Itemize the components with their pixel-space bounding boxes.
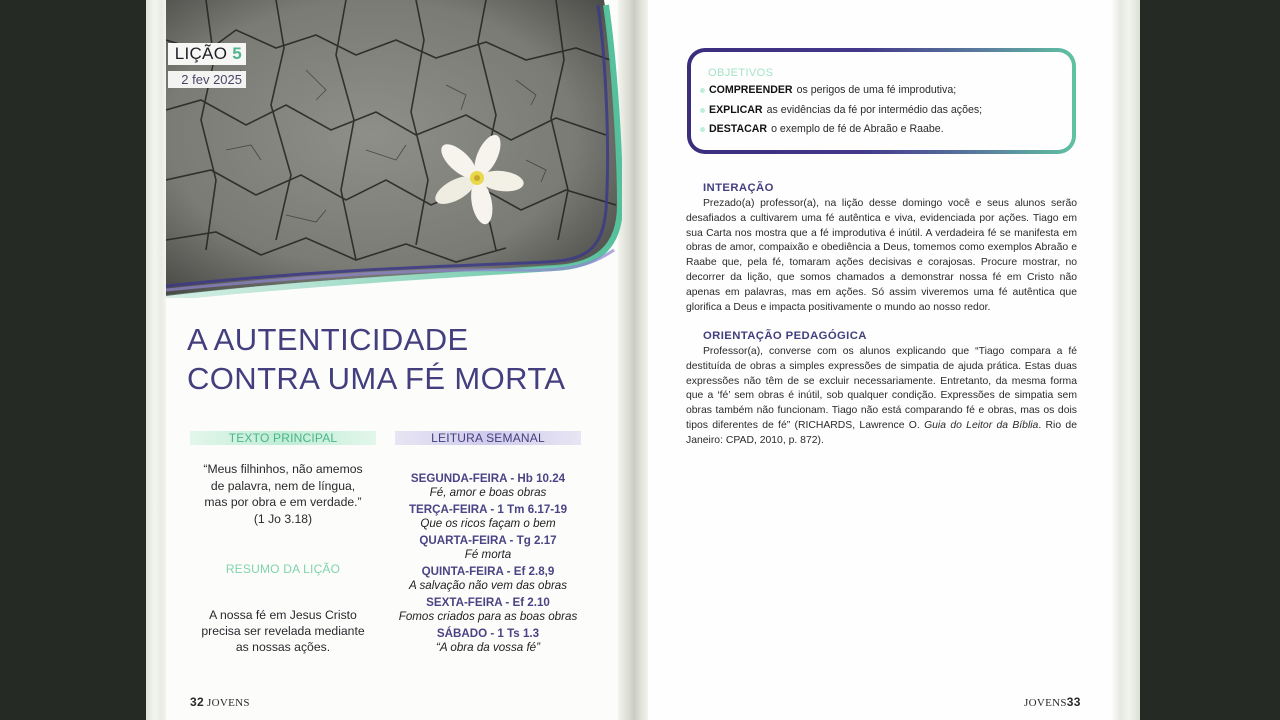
verse-reference: (1 Jo 3.18): [253, 511, 313, 526]
objective-item: [708, 101, 1072, 121]
objective-verb: COMPREENDER: [709, 84, 793, 96]
reading-theme: Fé, amor e boas obras: [429, 486, 547, 499]
reading-item: [392, 472, 584, 500]
summary-line: A nossa fé em Jesus Cristo: [209, 608, 357, 622]
texto-principal-label: TEXTO PRINCIPAL: [190, 431, 376, 445]
reading-day: QUARTA-FEIRA - Tg 2.17: [419, 534, 557, 547]
verse-line: mas por obra e em verdade.”: [204, 495, 362, 509]
lesson-number: 5: [232, 44, 242, 63]
page-number: 32: [190, 695, 204, 709]
objective-text: as evidências da fé por intermédio das ações;: [766, 103, 983, 116]
objective-item: [708, 120, 1072, 140]
reading-day: TERÇA-FEIRA - 1 Tm 6.17-19: [408, 503, 568, 516]
reading-theme: Fomos criados para as boas obras: [398, 610, 578, 623]
verse-line: “Meus filhinhos, não amemos: [203, 462, 363, 476]
orientacao-text-end: . Rio de Janeiro: CPAD, 2010, p. 872).: [686, 419, 1077, 446]
interacao-text: Prezado(a) professor(a), na lição desse domingo você e seus alunos serão desafiados a cultivarem uma fé autêntica e viva, evidenciada por ações. Tiago em sua Carta nos mostra que a fé improdutiva é inútil. A verdadeira fé se manifesta em obras de amor, compaixão e obediência a Deus, tomemos como exemplos Abraão e Raabe que, pela fé, tomaram ações decisivas e corajosas. Procure mostrar, no decorrer da lição, que somos chamados a demonstrar nossa fé em Cristo não apenas em palavras, mas em ações. Só assim viveremos uma fé autêntica que glorifica a Deus e impacta positivamente o mundo ao nosso redor.: [686, 198, 1077, 313]
reading-item: [392, 503, 584, 531]
reading-item: [392, 565, 584, 593]
objective-item: [708, 81, 1072, 101]
left-page-edges: [146, 0, 168, 720]
orientacao-text: [686, 345, 1077, 449]
magazine-name: JOVENS: [1024, 697, 1067, 709]
reading-day: SEXTA-FEIRA - Ef 2.10: [426, 596, 550, 609]
title-line-2: CONTRA UMA FÉ MORTA: [187, 361, 566, 396]
objectives-box: [687, 48, 1076, 154]
verse-line: de palavra, nem de língua,: [210, 478, 356, 493]
objective-text: o exemplo de fé de Abraão e Raabe.: [771, 123, 944, 135]
reading-day: SEGUNDA-FEIRA - Hb 10.24: [410, 472, 566, 485]
leitura-semanal-label: LEITURA SEMANAL: [395, 431, 581, 445]
main-verse: [190, 461, 376, 527]
summary-line: as nossas ações.: [235, 640, 331, 654]
magazine-name: JOVENS: [207, 697, 250, 709]
orientacao-text-main: Professor(a), converse com os alunos explicando que “Tiago compara a fé destituída de obras a simples expressões de simpatia de ajuda prática. Estas duas expressões não têm de se excluir necessariamente. Entretanto, da mesma forma que a ‘fé’ sem obras é inútil, sob qualquer condição. Expressões de simpatia sem obras também não funcionam. Tiago não está comparando fé e obras, mas os dois tipos diferentes de fé” (RICHARDS, Lawrence O.: [686, 346, 1077, 431]
lesson-tag: [168, 43, 246, 65]
page-number: 33: [1066, 695, 1081, 709]
lesson-label: LIÇÃO: [174, 44, 228, 63]
book-title: Guia do Leitor da Bíblia: [924, 419, 1039, 431]
reading-day: SÁBADO - 1 Ts 1.3: [436, 627, 540, 640]
page-number-right: [1024, 695, 1081, 709]
lesson-date: 2 fev 2025: [168, 71, 246, 88]
objectives-heading: OBJETIVOS: [708, 67, 774, 79]
objectives-content: [691, 52, 1072, 150]
orientacao-heading: ORIENTAÇÃO PEDAGÓGICA: [703, 330, 867, 342]
lesson-title: [187, 320, 565, 398]
page-number-left: [190, 695, 250, 709]
resumo-label: RESUMO DA LIÇÃO: [225, 562, 341, 576]
reading-item: [392, 596, 584, 624]
book-gutter: [618, 0, 650, 720]
reading-theme: Fé morta: [464, 548, 512, 561]
objective-text: os perigos de uma fé improdutiva;: [796, 84, 957, 96]
reading-theme: A salvação não vem das obras: [408, 579, 568, 592]
weekly-readings: [392, 472, 584, 658]
objective-verb: DESTACAR: [709, 123, 768, 135]
objective-verb: EXPLICAR: [709, 103, 763, 116]
bullet-icon: [700, 88, 705, 93]
reading-theme: “A obra da vossa fé”: [436, 641, 540, 654]
reading-item: [392, 534, 584, 562]
title-line-1: A AUTENTICIDADE: [187, 322, 469, 357]
right-page-edges: [1112, 0, 1140, 720]
reading-item: [392, 627, 584, 655]
bullet-icon: [700, 127, 705, 132]
reading-theme: Que os ricos façam o bem: [420, 517, 556, 530]
bullet-icon: [700, 108, 705, 113]
reading-day: QUINTA-FEIRA - Ef 2.8,9: [421, 565, 555, 578]
lesson-summary: [190, 607, 376, 655]
summary-line: precisa ser revelada mediante: [201, 624, 365, 638]
interacao-heading: INTERAÇÃO: [703, 182, 774, 194]
